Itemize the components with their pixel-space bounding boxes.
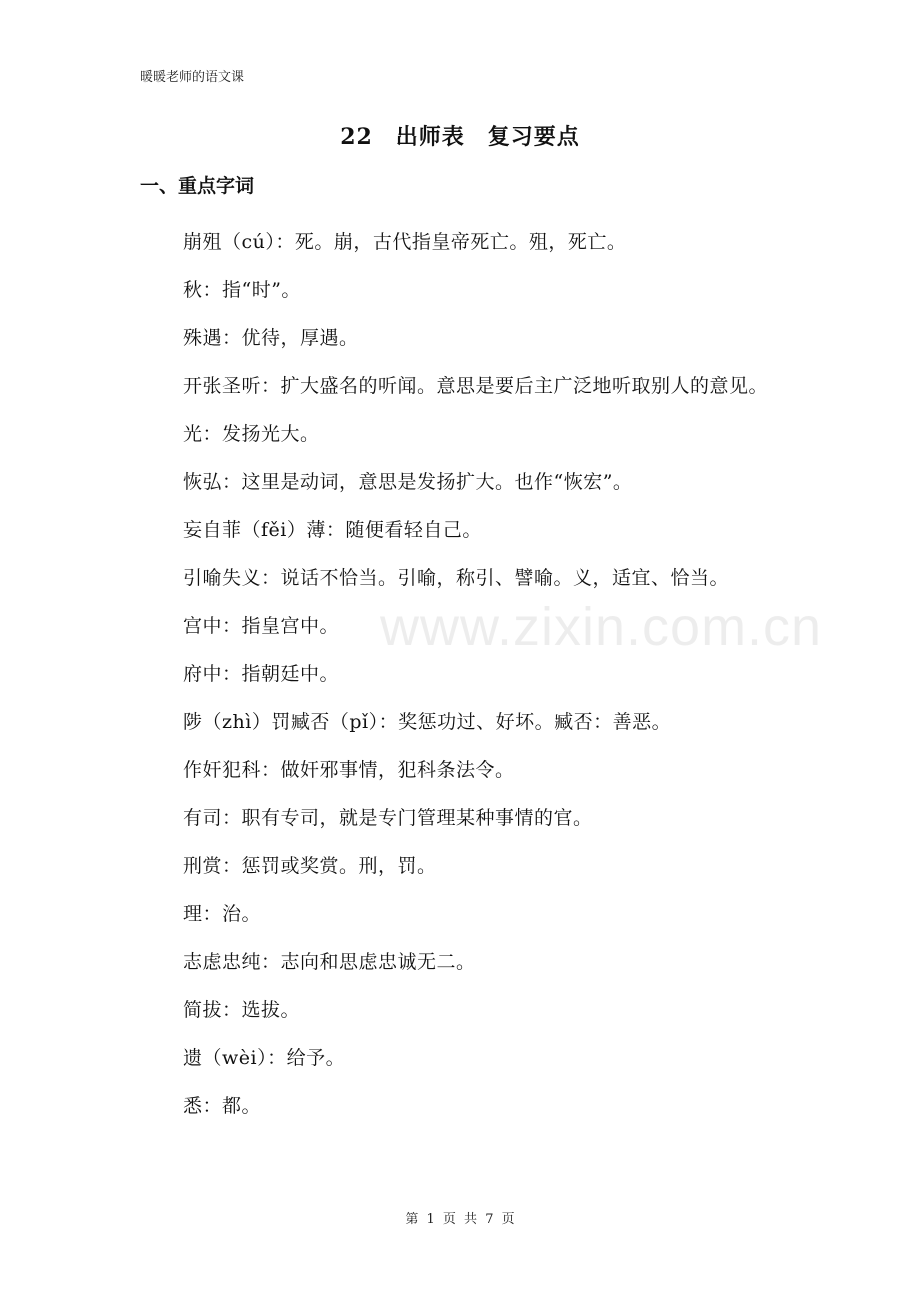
vocabulary-entry: 宫中：指皇宫中。 — [183, 615, 340, 637]
vocabulary-entry: 开张圣听：扩大盛名的听闻。意思是要后主广泛地听取别人的意见。 — [183, 375, 769, 397]
vocabulary-entry: 光：发扬光大。 — [183, 423, 320, 445]
vocabulary-entry: 崩殂（cú）：死。崩，古代指皇帝死亡。殂，死亡。 — [183, 231, 627, 253]
page-number-footer: 第 1 页 共 7 页 — [405, 1212, 515, 1227]
vocabulary-entry: 简拔：选拔。 — [183, 999, 301, 1021]
vocabulary-entry: 引喻失义：说话不恰当。引喻，称引、譬喻。义，适宜、恰当。 — [183, 567, 730, 589]
vocabulary-entry: 秋：指“时”。 — [183, 279, 301, 301]
vocabulary-entry: 作奸犯科：做奸邪事情，犯科条法令。 — [183, 759, 515, 781]
vocabulary-entry: 恢弘：这里是动词，意思是发扬扩大。也作“恢宏”。 — [183, 471, 633, 493]
watermark: www.zixin.com.cn — [380, 597, 823, 657]
vocabulary-entry: 刑赏：惩罚或奖赏。刑，罚。 — [183, 855, 437, 877]
vocabulary-list — [140, 218, 785, 1130]
vocabulary-entry: 理：治。 — [183, 903, 262, 925]
vocabulary-entry: 有司：职有专司，就是专门管理某种事情的官。 — [183, 807, 593, 829]
vocabulary-entry: 妄自菲（fěi）薄：随便看轻自己。 — [183, 519, 482, 541]
vocabulary-entry: 悉：都。 — [183, 1095, 262, 1117]
vocabulary-entry: 府中：指朝廷中。 — [183, 663, 340, 685]
page-title: 22 出师表 复习要点 — [340, 124, 580, 150]
vocabulary-entry: 陟（zhì）罚臧否（pǐ）：奖惩功过、好坏。臧否：善恶。 — [183, 711, 672, 733]
header-note: 暖暖老师的语文课 — [140, 70, 245, 85]
vocabulary-entry: 遗（wèi）：给予。 — [183, 1047, 346, 1069]
vocabulary-entry: 志虑忠纯：志向和思虑忠诚无二。 — [183, 951, 476, 973]
section-heading: 一、重点字词 — [140, 175, 255, 197]
vocabulary-entry: 殊遇：优待，厚遇。 — [183, 327, 359, 349]
